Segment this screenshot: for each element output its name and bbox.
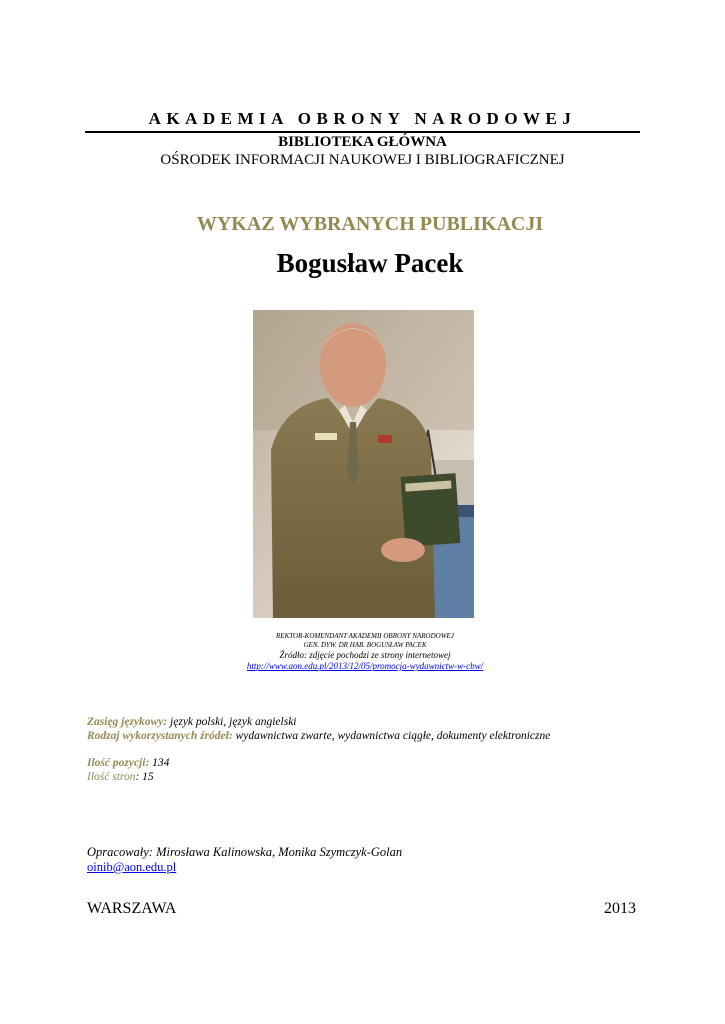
city: WARSZAWA xyxy=(87,900,177,917)
center-name: OŚRODEK INFORMACJI NAUKOWEJ I BIBLIOGRAFICZNEJ xyxy=(160,152,565,168)
year: 2013 xyxy=(604,900,636,917)
language-row xyxy=(87,716,297,728)
portrait-photo xyxy=(253,310,474,618)
pages-label: Ilość stron xyxy=(87,771,136,783)
photo-source-link[interactable]: http://www.aon.edu.pl/2013/12/05/promocja-wydawnictw-w-cbw/ xyxy=(246,661,484,671)
items-row xyxy=(87,757,169,769)
items-value: 134 xyxy=(149,757,170,769)
language-label: Zasięg językowy: xyxy=(87,716,168,728)
academy-name: AKADEMIA OBRONY NARODOWEJ xyxy=(148,109,577,128)
sources-row xyxy=(87,730,550,742)
items-label: Ilość pozycji: xyxy=(87,757,150,769)
email-link[interactable]: oinib@aon.edu.pl xyxy=(87,860,177,874)
pages-value: : 15 xyxy=(135,771,154,783)
sources-label: Rodzaj wykorzystanych źródeł: xyxy=(87,730,233,742)
header-rule xyxy=(85,131,640,133)
photo-source: Źródło: zdjęcie pochodzi ze strony internetowej xyxy=(279,650,451,660)
photo-caption-title: REKTOR-KOMENDANT AKADEMII OBRONY NARODOWEJ xyxy=(276,632,454,640)
photo-caption-name: GEN. DYW. DR HAB. BOGUSŁAW PACEK xyxy=(303,641,427,649)
pages-row xyxy=(87,771,154,783)
prepared-by: Opracowały: Mirosława Kalinowska, Monika Szymczyk-Golan xyxy=(87,845,403,859)
list-title: WYKAZ WYBRANYCH PUBLIKACJI xyxy=(196,213,544,235)
language-value: język polski, język angielski xyxy=(167,716,297,728)
person-name: Bogusław Pacek xyxy=(276,248,464,278)
sources-value: wydawnictwa zwarte, wydawnictwa ciągłe, dokumenty elektroniczne xyxy=(232,730,551,742)
library-name: BIBLIOTEKA GŁÓWNA xyxy=(278,134,447,150)
